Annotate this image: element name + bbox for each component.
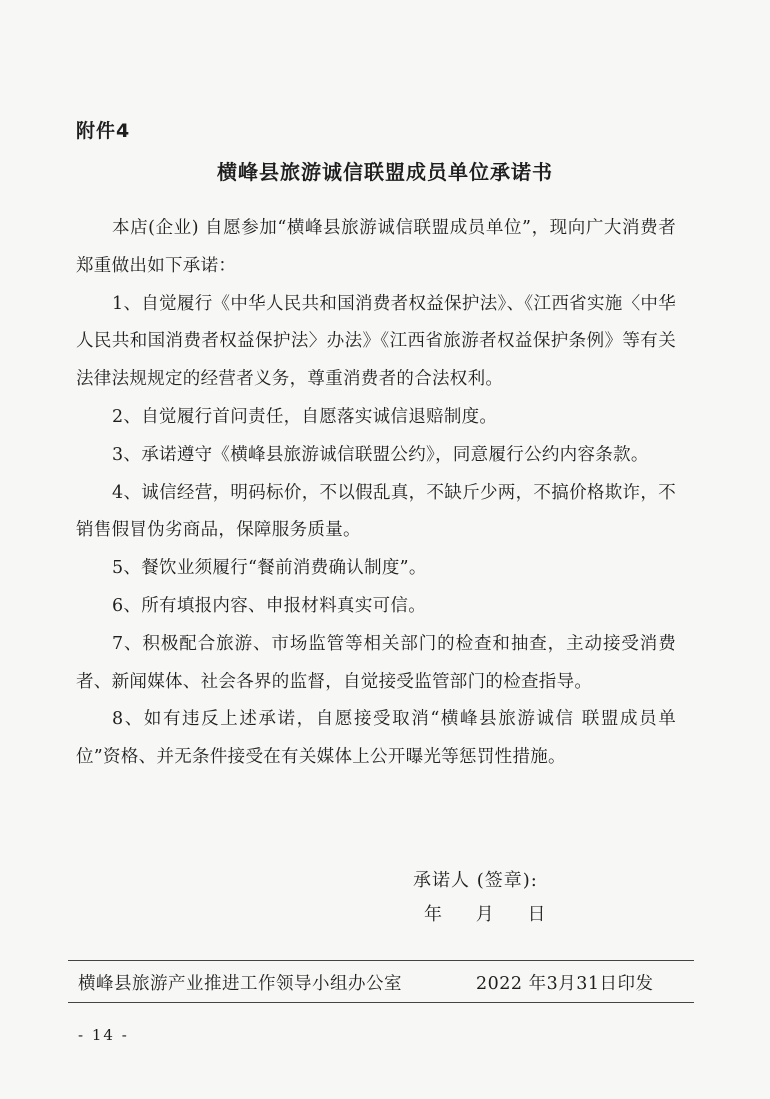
footer-issue-date: 2022 年3月31日印发 <box>476 974 654 994</box>
commitment-item-7: 7、积极配合旅游、市场监管等相关部门的检查和抽查，主动接受消费者、新闻媒体、社会各界的监督，自觉接受监管部门的检查指导。 <box>76 633 676 692</box>
commitment-item-3: 3、承诺遵守《横峰县旅游诚信联盟公约》，同意履行公约内容条款。 <box>112 444 649 465</box>
document-body <box>76 210 676 777</box>
commitment-item-5: 5、餐饮业须履行“餐前消费确认制度”。 <box>112 558 427 579</box>
commitment-item-2: 2、自觉履行首问责任，自愿落实诚信退赔制度。 <box>112 406 498 427</box>
annex-label: 附件4 <box>76 120 131 142</box>
footer-top-rule <box>68 960 694 961</box>
intro-paragraph: 本店(企业) 自愿参加“横峰县旅游诚信联盟成员单位”，现向广大消费者郑重做出如下承诺： <box>76 218 676 276</box>
signature-date: 年 月 日 <box>424 904 547 925</box>
document-title: 横峰县旅游诚信联盟成员单位承诺书 <box>217 160 553 184</box>
commitment-item-1: 1、自觉履行《中华人民共和国消费者权益保护法》、《江西省实施〈中华人民共和国消费者权益保护法〉办法》《江西省旅游者权益保护条例》等有关法律法规规定的经营者义务，尊重消费者的合法权利。 <box>76 293 676 390</box>
footer-bottom-rule <box>68 1002 694 1003</box>
signature-label: 承诺人 (签章): <box>413 870 538 891</box>
commitment-item-8: 8、如有违反上述承诺，自愿接受取消“横峰县旅游诚信 联盟成员单位”资格、并无条件接受在有关媒体上公开曝光等惩罚性措施。 <box>76 709 676 768</box>
page-number: - 14 - <box>78 1026 129 1044</box>
commitment-item-4: 4、诚信经营，明码标价，不以假乱真，不缺斤少两，不搞价格欺诈，不销售假冒伪劣商品，保障服务质量。 <box>76 482 676 541</box>
commitment-item-6: 6、所有填报内容、申报材料真实可信。 <box>112 595 427 616</box>
footer-issuer: 横峰县旅游产业推进工作领导小组办公室 <box>78 974 402 994</box>
